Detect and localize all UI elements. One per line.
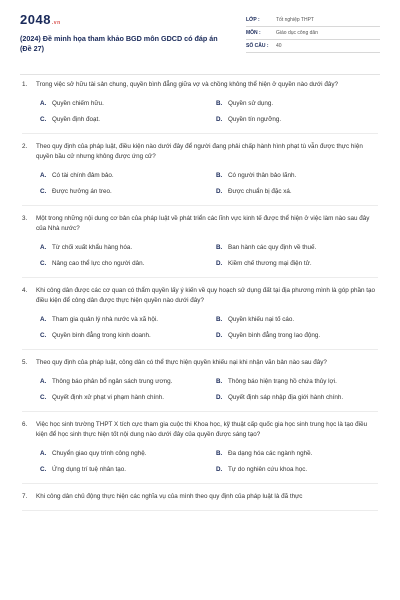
option-text: Ban hành các quy định về thuế.: [228, 244, 317, 251]
answer-option[interactable]: [40, 465, 212, 475]
header-divider: [20, 74, 380, 75]
meta-key: MÔN :: [246, 30, 261, 36]
option-text: Chuyển giao quy trình công nghệ.: [52, 450, 147, 457]
meta-row-class: [246, 14, 380, 27]
answer-option[interactable]: [40, 377, 212, 387]
option-text: Được hưởng án treo.: [52, 188, 112, 195]
option-letter: D.: [216, 466, 223, 473]
question-stem: [22, 492, 378, 502]
meta-value: Giáo dục công dân: [276, 30, 318, 36]
option-text: Có người thân bảo lãnh.: [228, 172, 297, 179]
answer-option[interactable]: [40, 243, 212, 253]
exam-meta: [246, 14, 380, 53]
answer-option[interactable]: [216, 187, 388, 197]
option-letter: B.: [216, 316, 223, 323]
option-text: Từ chối xuất khẩu hàng hóa.: [52, 244, 133, 251]
option-letter: B.: [216, 100, 223, 107]
question-list: [22, 80, 378, 519]
question-stem: [22, 80, 378, 90]
question-text: Một trong những nội dung cơ bản của pháp luật về phát triển các lĩnh vực kinh tế được thể hiện ở việc làm nào sau đây của Nhà nước?: [36, 215, 370, 232]
answer-option[interactable]: [40, 449, 212, 459]
page-title: (2024) Đề minh họa tham khảo BGD môn GDCD có đáp án (Đề 27): [20, 34, 218, 53]
option-text: Quyền bình đẳng trong kinh doanh.: [52, 332, 151, 339]
answer-option[interactable]: [216, 259, 388, 269]
option-letter: C.: [40, 394, 47, 401]
question-item: [22, 80, 378, 134]
option-text: Đa dạng hóa các ngành nghề.: [228, 450, 313, 457]
option-grid: [22, 315, 378, 341]
question-number: 2.: [22, 143, 28, 150]
question-item: [22, 214, 378, 278]
option-letter: A.: [40, 316, 47, 323]
option-text: Quyền tín ngưỡng.: [228, 116, 282, 123]
option-text: Quyền khiếu nại tố cáo.: [228, 316, 295, 323]
meta-key: LỚP :: [246, 17, 260, 23]
option-text: Có tài chính đảm bảo.: [52, 172, 114, 179]
question-number: 3.: [22, 215, 28, 222]
option-letter: A.: [40, 244, 47, 251]
option-grid: [22, 243, 378, 269]
option-text: Quyền chiếm hữu.: [52, 100, 104, 107]
question-text: Khi công dân được các cơ quan có thẩm quyền lấy ý kiến về quy hoạch sử dụng đất tại địa phương mình là góp phần tạo điều kiện để công dân được thực hiện quyền nào dưới đây?: [36, 287, 376, 304]
option-text: Thông báo hiện trạng hồ chứa thủy lợi.: [228, 378, 337, 385]
option-text: Kiềm chế thương mại điện tử.: [228, 260, 312, 267]
option-text: Được chuẩn bị đặc xá.: [228, 188, 292, 195]
answer-option[interactable]: [216, 449, 388, 459]
answer-option[interactable]: [216, 377, 388, 387]
question-text: Theo quy định của pháp luật, công dân có thể thực hiện quyền khiếu nại khi nhận văn bản nào sau đây?: [36, 359, 327, 366]
option-letter: B.: [216, 244, 223, 251]
page-header: [20, 12, 380, 72]
question-text: Việc học sinh trường THPT X tích cực tham gia cuộc thi Khoa học, kỹ thuật cấp quốc gia học sinh trung học là tạo điều kiện để học sinh thực hiện tốt nội dung nào dưới đây của quyền được sáng tạo?: [36, 421, 368, 438]
option-text: Quyết định xử phạt vi phạm hành chính.: [52, 394, 165, 401]
option-letter: C.: [40, 116, 47, 123]
question-number: 5.: [22, 359, 28, 366]
answer-option[interactable]: [40, 259, 212, 269]
option-text: Tự do nghiên cứu khoa học.: [228, 466, 308, 473]
meta-value: 40: [276, 43, 282, 49]
answer-option[interactable]: [216, 243, 388, 253]
option-letter: A.: [40, 378, 47, 385]
option-letter: B.: [216, 378, 223, 385]
option-letter: C.: [40, 188, 47, 195]
question-item: [22, 492, 378, 511]
meta-row-count: [246, 40, 380, 53]
question-item: [22, 286, 378, 350]
logo-suffix: .vn: [51, 20, 61, 26]
option-letter: D.: [216, 260, 223, 267]
meta-value: Tốt nghiệp THPT: [276, 17, 314, 23]
answer-option[interactable]: [216, 171, 388, 181]
question-stem: [22, 358, 378, 368]
answer-option[interactable]: [216, 115, 388, 125]
option-text: Quyền sử dụng.: [228, 100, 274, 107]
option-text: Quyết định sáp nhập địa giới hành chính.: [228, 394, 344, 401]
question-stem: [22, 286, 378, 306]
question-number: 6.: [22, 421, 28, 428]
question-text: Trong việc sở hữu tài sản chung, quyền bình đẳng giữa vợ và chồng không thể hiện ở quyền nào dưới đây?: [36, 81, 338, 88]
question-number: 4.: [22, 287, 28, 294]
option-letter: B.: [216, 172, 223, 179]
answer-option[interactable]: [40, 115, 212, 125]
option-letter: A.: [40, 100, 47, 107]
meta-key: SỐ CÂU :: [246, 43, 269, 49]
option-grid: [22, 377, 378, 403]
answer-option[interactable]: [40, 99, 212, 109]
answer-option[interactable]: [216, 315, 388, 325]
answer-option[interactable]: [40, 187, 212, 197]
option-letter: D.: [216, 116, 223, 123]
question-item: [22, 420, 378, 484]
option-letter: A.: [40, 450, 47, 457]
answer-option[interactable]: [216, 99, 388, 109]
option-text: Nâng cao thể lực cho người dân.: [52, 260, 145, 267]
meta-row-subject: [246, 27, 380, 40]
answer-option[interactable]: [216, 331, 388, 341]
option-letter: D.: [216, 188, 223, 195]
answer-option[interactable]: [216, 465, 388, 475]
option-letter: C.: [40, 466, 47, 473]
question-number: 1.: [22, 81, 28, 88]
option-text: Ứng dụng trí tuệ nhân tạo.: [52, 466, 126, 473]
option-letter: C.: [40, 260, 47, 267]
answer-option[interactable]: [216, 393, 388, 403]
answer-option[interactable]: [40, 171, 212, 181]
question-stem: [22, 420, 378, 440]
site-logo[interactable]: [20, 12, 61, 27]
question-stem: [22, 142, 378, 162]
option-letter: D.: [216, 394, 223, 401]
option-grid: [22, 99, 378, 125]
question-item: [22, 358, 378, 412]
question-text: Khi công dân chủ động thực hiện các nghĩa vụ của mình theo quy định của pháp luật là đã thực: [36, 493, 303, 500]
option-letter: B.: [216, 450, 223, 457]
answer-option[interactable]: [40, 315, 212, 325]
question-item: [22, 142, 378, 206]
option-grid: [22, 449, 378, 475]
option-text: Quyền định đoạt.: [52, 116, 100, 123]
option-text: Tham gia quản lý nhà nước và xã hội.: [52, 316, 159, 323]
option-text: Thông báo phân bổ ngân sách trung ương.: [52, 378, 173, 385]
option-letter: D.: [216, 332, 223, 339]
logo-text: 2048: [20, 12, 51, 27]
question-text: Theo quy định của pháp luật, điều kiện nào dưới đây để người đang phải chấp hành hình phạt tù vẫn được thực hiện quyền bầu cử nhưng không được ứng cử?: [36, 143, 363, 160]
option-letter: C.: [40, 332, 47, 339]
option-text: Quyền bình đẳng trong lao động.: [228, 332, 321, 339]
question-number: 7.: [22, 493, 28, 500]
answer-option[interactable]: [40, 331, 212, 341]
question-stem: [22, 214, 378, 234]
answer-option[interactable]: [40, 393, 212, 403]
option-letter: A.: [40, 172, 47, 179]
option-grid: [22, 171, 378, 197]
